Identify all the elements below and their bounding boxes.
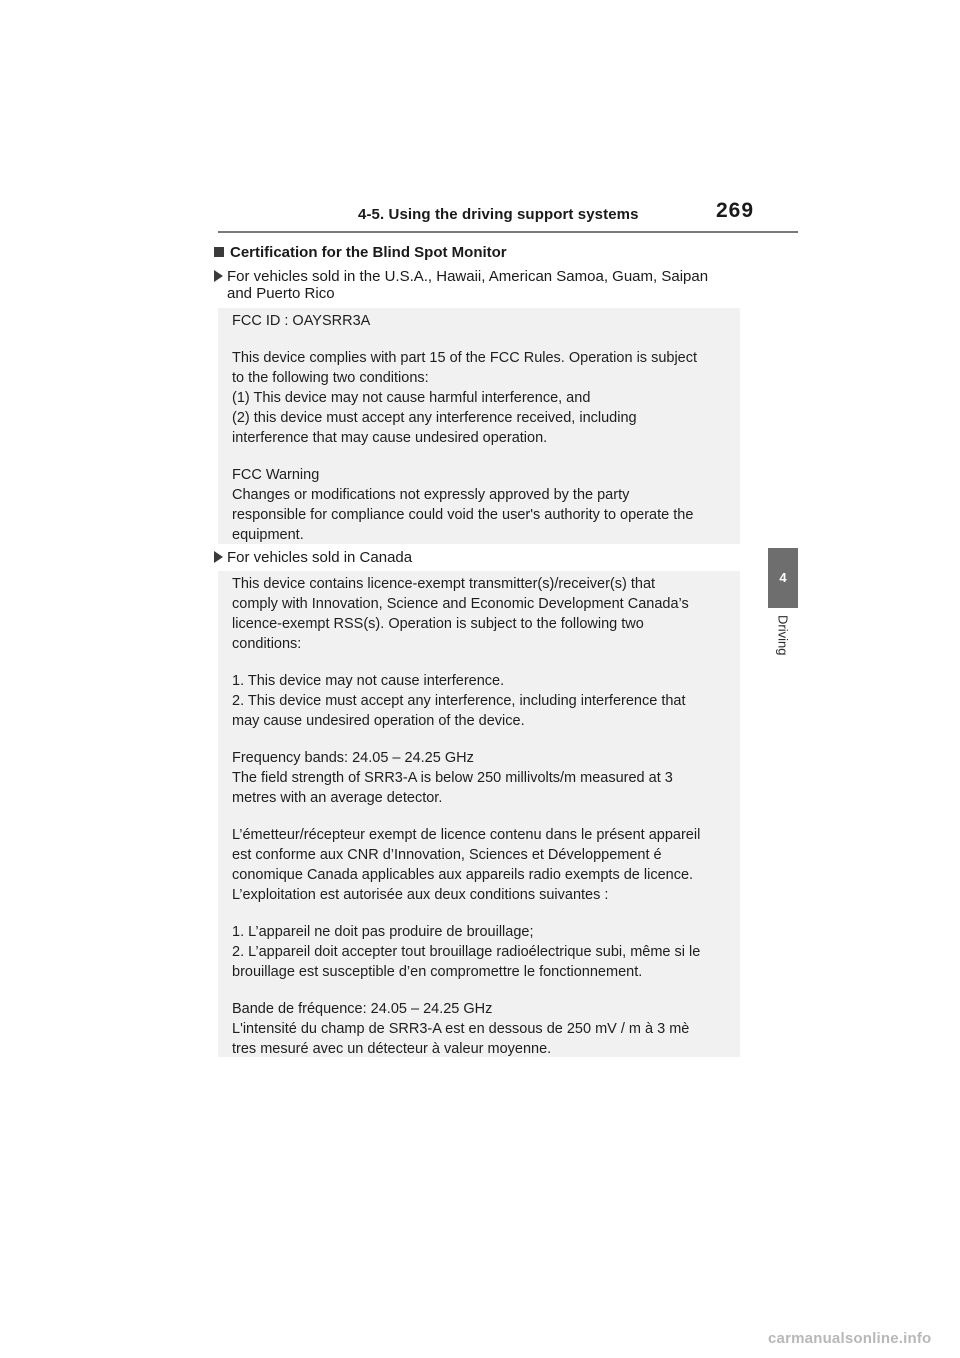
us-bullet-text-line1: For vehicles sold in the U.S.A., Hawaii, American Samoa, Guam, Saipan (227, 268, 709, 285)
panel-line: conomique Canada applicables aux appareils radio exempts de licence. (232, 867, 694, 883)
panel-line: interference that may cause undesired operation. (232, 430, 548, 446)
panel-line: licence-exempt RSS(s). Operation is subject to the following two (232, 616, 644, 632)
chapter-tab: 4 (768, 548, 798, 608)
certification-heading (214, 244, 507, 261)
panel-line: metres with an average detector. (232, 790, 443, 806)
panel-line: est conforme aux CNR d’Innovation, Sciences et Développement é (232, 847, 662, 863)
panel-spacer (232, 982, 732, 999)
panel-line: may cause undesired operation of the device. (232, 713, 525, 729)
panel-line: FCC ID : OAYSRR3A (232, 313, 371, 329)
canada-notice-panel (218, 571, 740, 1057)
panel-spacer (232, 448, 732, 465)
us-bullet-text-line2: and Puerto Rico (227, 285, 335, 302)
panel-line: 1. L’appareil ne doit pas produire de brouillage; (232, 924, 534, 940)
chapter-label: Driving (775, 615, 791, 656)
panel-line: This device complies with part 15 of the FCC Rules. Operation is subject (232, 350, 698, 366)
panel-line: 2. L’appareil doit accepter tout brouillage radioélectrique subi, même si le (232, 944, 701, 960)
us-bullet (214, 268, 708, 302)
panel-line: equipment. (232, 527, 304, 543)
fcc-notice-panel (218, 308, 740, 544)
page-number: 269 (716, 199, 755, 222)
triangle-bullet-icon (214, 270, 223, 282)
panel-spacer (232, 905, 732, 922)
panel-line: L’exploitation est autorisée aux deux conditions suivantes : (232, 887, 609, 903)
panel-spacer (232, 731, 732, 748)
panel-spacer (232, 808, 732, 825)
panel-line: to the following two conditions: (232, 370, 429, 386)
section-title: 4-5. Using the driving support systems (358, 206, 639, 223)
panel-line: (2) this device must accept any interference received, including (232, 410, 637, 426)
panel-line: responsible for compliance could void the user's authority to operate the (232, 507, 694, 523)
heading-text: Certification for the Blind Spot Monitor (230, 244, 507, 261)
site-watermark: carmanualsonline.info (768, 1330, 932, 1347)
canada-bullet-text: For vehicles sold in Canada (227, 549, 413, 566)
panel-line: Frequency bands: 24.05 – 24.25 GHz (232, 750, 474, 766)
panel-line: L'intensité du champ de SRR3-A est en dessous de 250 mV / m à 3 mè (232, 1021, 690, 1037)
panel-line: Bande de fréquence: 24.05 – 24.25 GHz (232, 1001, 493, 1017)
panel-line: Changes or modifications not expressly approved by the party (232, 487, 630, 503)
canada-bullet (214, 549, 412, 566)
panel-line: tres mesuré avec un détecteur à valeur moyenne. (232, 1041, 552, 1057)
panel-line: 2. This device must accept any interference, including interference that (232, 693, 686, 709)
header-divider (218, 231, 798, 233)
panel-line: conditions: (232, 636, 302, 652)
panel-line: The field strength of SRR3-A is below 250 millivolts/m measured at 3 (232, 770, 673, 786)
panel-line: L’émetteur/récepteur exempt de licence contenu dans le présent appareil (232, 827, 701, 843)
panel-line: comply with Innovation, Science and Economic Development Canada’s (232, 596, 689, 612)
panel-spacer (232, 654, 732, 671)
square-bullet-icon (214, 247, 224, 257)
panel-line: 1. This device may not cause interference. (232, 673, 505, 689)
panel-line: This device contains licence-exempt transmitter(s)/receiver(s) that (232, 576, 656, 592)
panel-spacer (232, 331, 732, 348)
triangle-bullet-icon (214, 551, 223, 563)
panel-line: (1) This device may not cause harmful interference, and (232, 390, 591, 406)
panel-line: FCC Warning (232, 467, 320, 483)
panel-line: brouillage est susceptible d’en compromettre le fonctionnement. (232, 964, 643, 980)
